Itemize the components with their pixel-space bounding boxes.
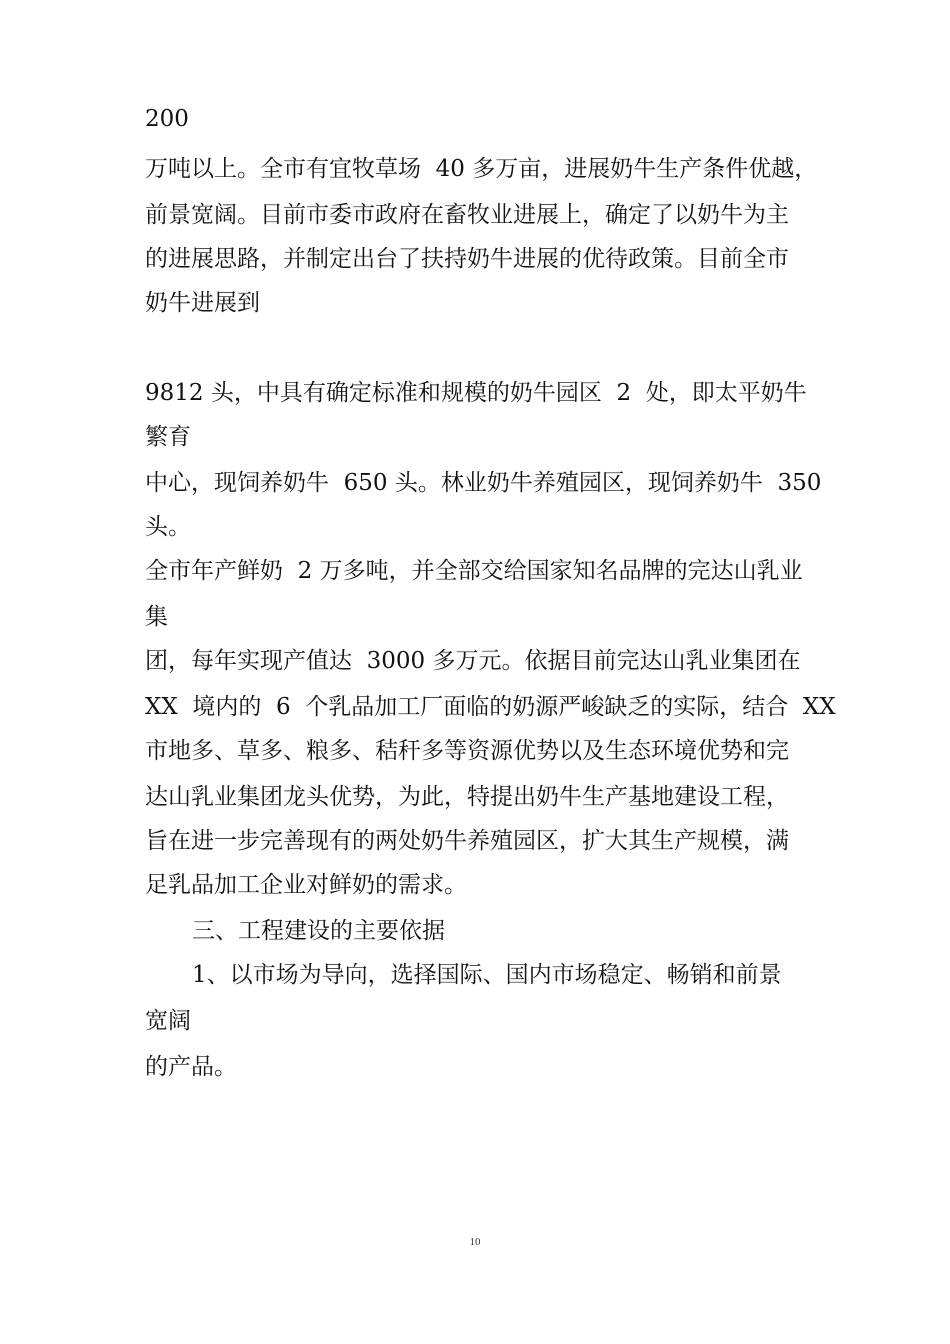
text-line: 集 bbox=[145, 604, 168, 630]
text-line: 团，每年实现产值达 3000 多万元。依据目前完达山乳业集团在 bbox=[145, 648, 801, 674]
text-line: 达山乳业集团龙头优势，为此，特提出奶牛生产基地建设工程， bbox=[145, 784, 789, 810]
text-line: 中心，现饲养奶牛 650 头。林业奶牛养殖园区，现饲养奶牛 350 bbox=[145, 470, 822, 496]
text-line: 前景宽阔。目前市委市政府在畜牧业进展上，确定了以奶牛为主 bbox=[145, 202, 789, 228]
text-line: 全市年产鲜奶 2 万多吨，并全部交给国家知名品牌的完达山乳业 bbox=[145, 558, 803, 584]
text-line: 万吨以上。全市有宜牧草场 40 多万亩，进展奶牛生产条件优越， bbox=[145, 156, 818, 182]
text-line: 的产品。 bbox=[145, 1054, 237, 1080]
text-line: 繁育 bbox=[145, 424, 191, 450]
text-line: 奶牛进展到 bbox=[145, 290, 260, 316]
text-line: 足乳品加工企业对鲜奶的需求。 bbox=[145, 872, 467, 898]
text-line: 头。 bbox=[145, 514, 191, 540]
text-line: XX 境内的 6 个乳品加工厂面临的奶源严峻缺乏的实际，结合 XX bbox=[145, 694, 836, 720]
text-line: 1、以市场为导向，选择国际、国内市场稳定、畅销和前景 bbox=[192, 962, 782, 988]
text-line: 9812 头，中具有确定标准和规模的奶牛园区 2 处，即太平奶牛 bbox=[145, 380, 807, 406]
page-number: 10 bbox=[469, 1236, 481, 1248]
text-line: 旨在进一步完善现有的两处奶牛养殖园区，扩大其生产规模，满 bbox=[145, 828, 789, 854]
section-heading: 三、工程建设的主要依据 bbox=[192, 918, 445, 944]
text-line: 市地多、草多、粮多、秸秆多等资源优势以及生态环境优势和完 bbox=[145, 738, 789, 764]
text-line: 200 bbox=[145, 106, 189, 132]
text-line: 宽阔 bbox=[145, 1008, 191, 1034]
text-line: 的进展思路，并制定出台了扶持奶牛进展的优待政策。目前全市 bbox=[145, 246, 789, 272]
